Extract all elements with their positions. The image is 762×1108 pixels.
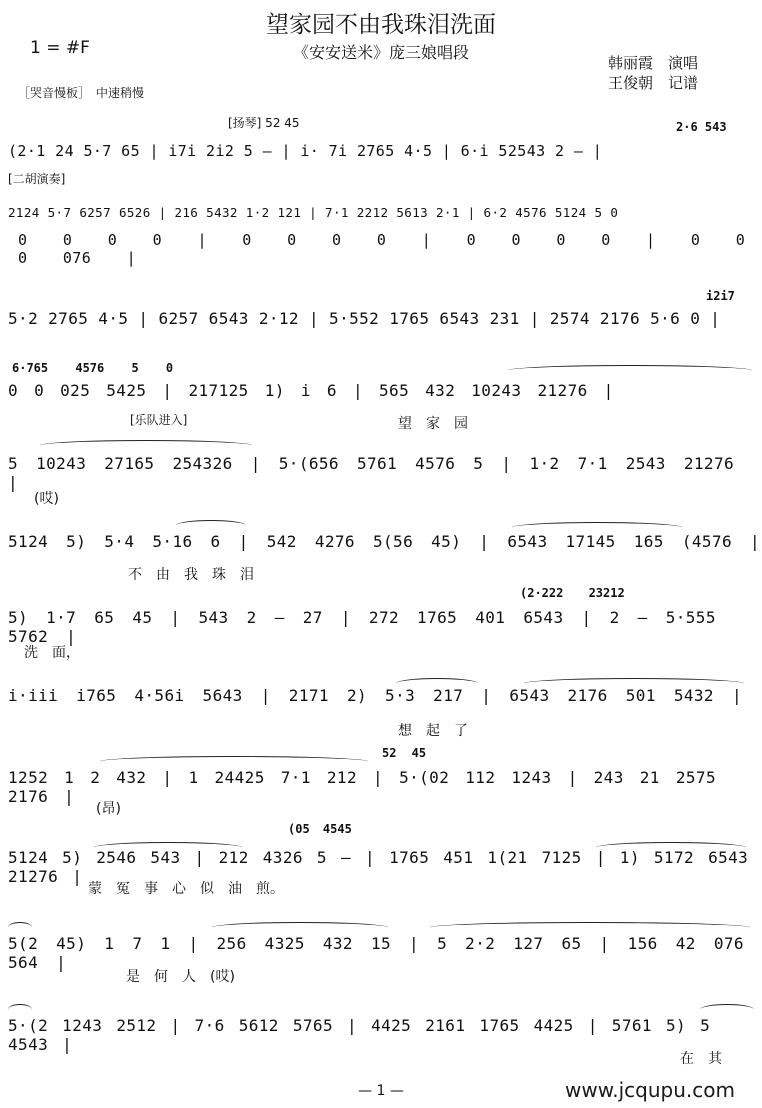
transcriber-credit: 王俊朝 记谱 bbox=[608, 74, 699, 92]
row-annotation-above: [扬琴] 52 45 bbox=[228, 116, 300, 130]
song-title: 望家园不由我珠泪洗面 bbox=[266, 12, 496, 38]
score-row-4 bbox=[0, 283, 762, 361]
notation-line: (2·1 24 5·7 65 | i7i 2i2 5 — | i· 7i 2765 4·5 | 6·i 52543 2 — | bbox=[8, 142, 603, 160]
slur-mark bbox=[176, 520, 246, 531]
page-number: — 1 — bbox=[358, 1083, 404, 1099]
score-row-3 bbox=[0, 225, 762, 267]
slur-mark bbox=[40, 440, 252, 451]
performer-credit: 韩丽霞 演唱 bbox=[608, 54, 699, 72]
row-superscript: 2·6 543 bbox=[676, 120, 727, 134]
score-row-1 bbox=[0, 108, 762, 186]
lyrics-line: (哎) bbox=[34, 491, 59, 507]
lyrics-line: (昂) bbox=[96, 801, 121, 817]
lyrics-line: 不 由 我 珠 泪 bbox=[128, 567, 254, 583]
score-row-10 bbox=[0, 744, 762, 828]
notation-line: 5·(2 1243 2512 | 7·6 5612 5765 | 4425 2161 1765 4425 | 5761 5) 5 4543 | bbox=[8, 1016, 711, 1054]
slur-mark bbox=[100, 756, 368, 767]
score-row-9 bbox=[0, 664, 762, 744]
slur-mark bbox=[8, 922, 32, 933]
lyrics-line: 想 起 了 bbox=[398, 723, 468, 739]
row-annotation-below: [乐队进入] bbox=[130, 413, 188, 427]
lyrics-line: 望 家 园 bbox=[398, 416, 468, 432]
notation-line: 5 10243 27165 254326 | 5·(656 5761 4576 5 | 1·2 7·1 2543 21276 | bbox=[8, 454, 735, 492]
notation-line: 5) 1·7 65 45 | 543 2 — 27 | 272 1765 401 6543 | 2 — 5·555 5762 | bbox=[8, 608, 716, 646]
row-annotation-below: [二胡演奏] bbox=[8, 172, 66, 186]
notation-line: 2124 5·7 6257 6526 | 216 5432 1·2 121 | 7·1 2212 5613 2·1 | 6·2 4576 5124 5 0 bbox=[8, 205, 619, 220]
score-row-12 bbox=[0, 906, 762, 990]
score-row-11 bbox=[0, 820, 762, 904]
slur-mark bbox=[508, 365, 752, 376]
site-watermark: www.jcqupu.com bbox=[565, 1078, 735, 1102]
notation-line: 0 0 025 5425 | 217125 1) i 6 | 565 432 10243 21276 | bbox=[8, 381, 614, 400]
notation-line: i·iii i765 4·56i 5643 | 2171 2) 5·3 217 | 6543 2176 501 5432 | bbox=[8, 686, 743, 705]
slur-mark bbox=[430, 922, 750, 933]
score-row-8 bbox=[0, 586, 762, 666]
score-row-2 bbox=[0, 195, 762, 225]
row-superscript: i2i7 bbox=[706, 289, 735, 303]
notation-line: 5124 5) 5·4 5·16 6 | 542 4276 5(56 45) | 6543 17145 165 (4576 | bbox=[8, 532, 761, 551]
lyrics-line: 蒙 冤 事 心 似 油 煎。 bbox=[88, 881, 284, 897]
score-row-13 bbox=[0, 990, 762, 1072]
notation-line: 5·2 2765 4·5 | 6257 6543 2·12 | 5·552 1765 6543 231 | 2574 2176 5·6 0 | bbox=[8, 309, 721, 328]
notation-line: 5(2 45) 1 7 1 | 256 4325 432 15 | 5 2·2 127 65 | 156 42 076 564 | bbox=[8, 934, 744, 972]
notation-line: 5124 5) 2546 543 | 212 4326 5 — | 1765 451 1(21 7125 | 1) 5172 6543 21276 | bbox=[8, 848, 749, 886]
notation-line: 0 0 0 0 | 0 0 0 0 | 0 0 0 0 | 0 0 0 076 | bbox=[18, 231, 746, 267]
score-row-5 bbox=[0, 355, 762, 435]
row-annotation-above: 6·765 4576 5 0 bbox=[12, 361, 174, 375]
score-row-6 bbox=[0, 432, 762, 514]
slur-mark bbox=[8, 1004, 32, 1015]
lyrics-line: 洗 面， bbox=[24, 645, 80, 661]
lyrics-line: 在 其 bbox=[680, 1051, 722, 1067]
key-signature: 1 = #F bbox=[30, 38, 90, 58]
song-subtitle: 《安安送米》庞三娘唱段 bbox=[292, 43, 469, 62]
row-annotation-above: (05 4545 bbox=[288, 822, 352, 836]
lyrics-line: 是 何 人 (哎) bbox=[126, 969, 235, 985]
slur-mark bbox=[212, 922, 388, 933]
row-annotation-above: (2·222 23212 bbox=[520, 586, 625, 600]
row-annotation-above: 52 45 bbox=[382, 746, 427, 760]
notation-line: 1252 1 2 432 | 1 24425 7·1 212 | 5·(02 112 1243 | 243 21 2575 2176 | bbox=[8, 768, 717, 806]
slur-mark bbox=[700, 1004, 754, 1015]
tempo-marking: ［哭音慢板］ 中速稍慢 bbox=[18, 86, 145, 100]
